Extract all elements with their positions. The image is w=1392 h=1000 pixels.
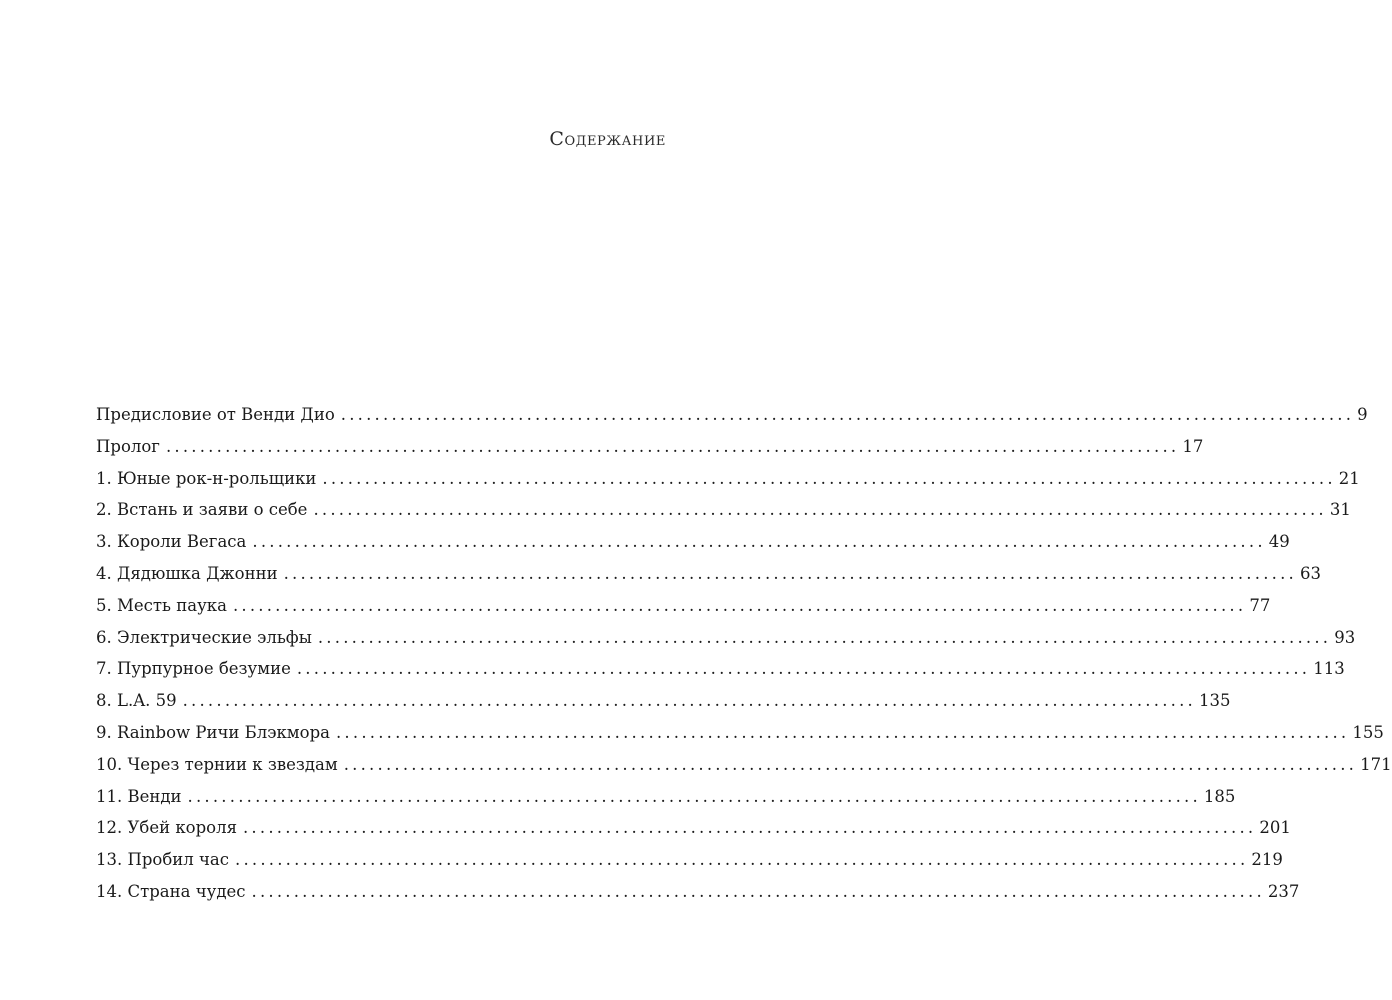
toc-entry[interactable] [96, 685, 1231, 717]
toc-dot-leader: ........................................................................................................................ [182, 691, 1196, 711]
toc-entry-page: 21 [1338, 468, 1360, 488]
toc-entry-title: 9. Rainbow Ричи Блэкмора [96, 722, 330, 742]
toc-entry-page: 17 [1182, 436, 1204, 456]
toc-entry[interactable] [96, 590, 1271, 622]
page-title: Содержание [549, 128, 666, 150]
toc-entry-page: 237 [1267, 881, 1300, 901]
toc-entry-page: 185 [1203, 786, 1236, 806]
toc-dot-leader: ........................................................................................................................ [335, 722, 1350, 742]
toc-dot-leader: ........................................................................................................................ [313, 500, 1327, 520]
toc-entry[interactable] [96, 717, 1384, 749]
toc-dot-leader: ........................................................................................................................ [242, 818, 1257, 838]
toc-entry[interactable] [96, 558, 1321, 590]
table-of-contents [96, 399, 1392, 908]
toc-entry-title: 14. Страна чудес [96, 881, 246, 901]
toc-entry[interactable] [96, 431, 1204, 463]
toc-entry-page: 135 [1198, 691, 1231, 711]
toc-entry-page: 201 [1259, 818, 1291, 838]
toc-entry-title: 12. Убей короля [96, 818, 237, 838]
toc-entry[interactable] [96, 749, 1392, 781]
toc-entry-title: 13. Пробил час [96, 850, 230, 870]
toc-entry[interactable] [96, 781, 1236, 813]
toc-entry[interactable] [96, 463, 1360, 495]
toc-entry-page: 155 [1352, 722, 1384, 742]
toc-entry-title: Пролог [96, 436, 160, 456]
toc-dot-leader: ........................................................................................................................ [322, 468, 1336, 488]
toc-entry-page: 63 [1299, 563, 1321, 583]
toc-dot-leader: ........................................................................................................................ [283, 563, 1297, 583]
toc-entry-page: 49 [1268, 532, 1290, 552]
toc-dot-leader: ........................................................................................................................ [252, 532, 1266, 552]
toc-entry[interactable] [96, 399, 1368, 431]
toc-entry-page: 77 [1249, 595, 1271, 615]
toc-entry[interactable] [96, 494, 1351, 526]
toc-entry-page: 219 [1251, 850, 1283, 870]
toc-entry-title: 6. Электрические эльфы [96, 627, 312, 647]
toc-dot-leader: ........................................................................................................................ [232, 595, 1247, 615]
toc-entry-title: 7. Пурпурное безумие [96, 659, 291, 679]
toc-entry[interactable] [96, 876, 1300, 908]
toc-entry[interactable] [96, 526, 1290, 558]
toc-dot-leader: ........................................................................................................................ [187, 786, 1201, 806]
toc-entry-title: 3. Короли Вегаса [96, 532, 247, 552]
toc-entry-page: 171 [1360, 754, 1392, 774]
toc-dot-leader: ........................................................................................................................ [235, 850, 1249, 870]
toc-entry-title: 2. Встань и заяви о себе [96, 500, 308, 520]
toc-entry[interactable] [96, 812, 1291, 844]
toc-entry-title: 4. Дядюшка Джонни [96, 563, 278, 583]
toc-entry-page: 113 [1313, 659, 1345, 679]
toc-dot-leader: ........................................................................................................................ [296, 659, 1311, 679]
toc-entry-title: 8. L.A. 59 [96, 691, 177, 711]
toc-entry[interactable] [96, 844, 1283, 876]
toc-dot-leader: ........................................................................................................................ [317, 627, 1332, 647]
toc-entry[interactable] [96, 622, 1356, 654]
toc-entry[interactable] [96, 653, 1345, 685]
toc-entry-title: 5. Месть паука [96, 595, 227, 615]
toc-entry-title: Предисловие от Венди Дио [96, 405, 335, 424]
toc-dot-leader: ........................................................................................................................ [340, 405, 1355, 424]
toc-entry-page: 9 [1357, 405, 1368, 424]
toc-entry-page: 93 [1334, 627, 1356, 647]
toc-entry-title: 1. Юные рок-н-рольщики [96, 468, 317, 488]
toc-entry-page: 31 [1329, 500, 1351, 520]
toc-dot-leader: ........................................................................................................................ [343, 754, 1358, 774]
toc-entry-title: 10. Через тернии к звездам [96, 754, 338, 774]
toc-dot-leader: ........................................................................................................................ [251, 881, 1265, 901]
toc-dot-leader: ........................................................................................................................ [165, 436, 1180, 456]
toc-entry-title: 11. Венди [96, 786, 182, 806]
